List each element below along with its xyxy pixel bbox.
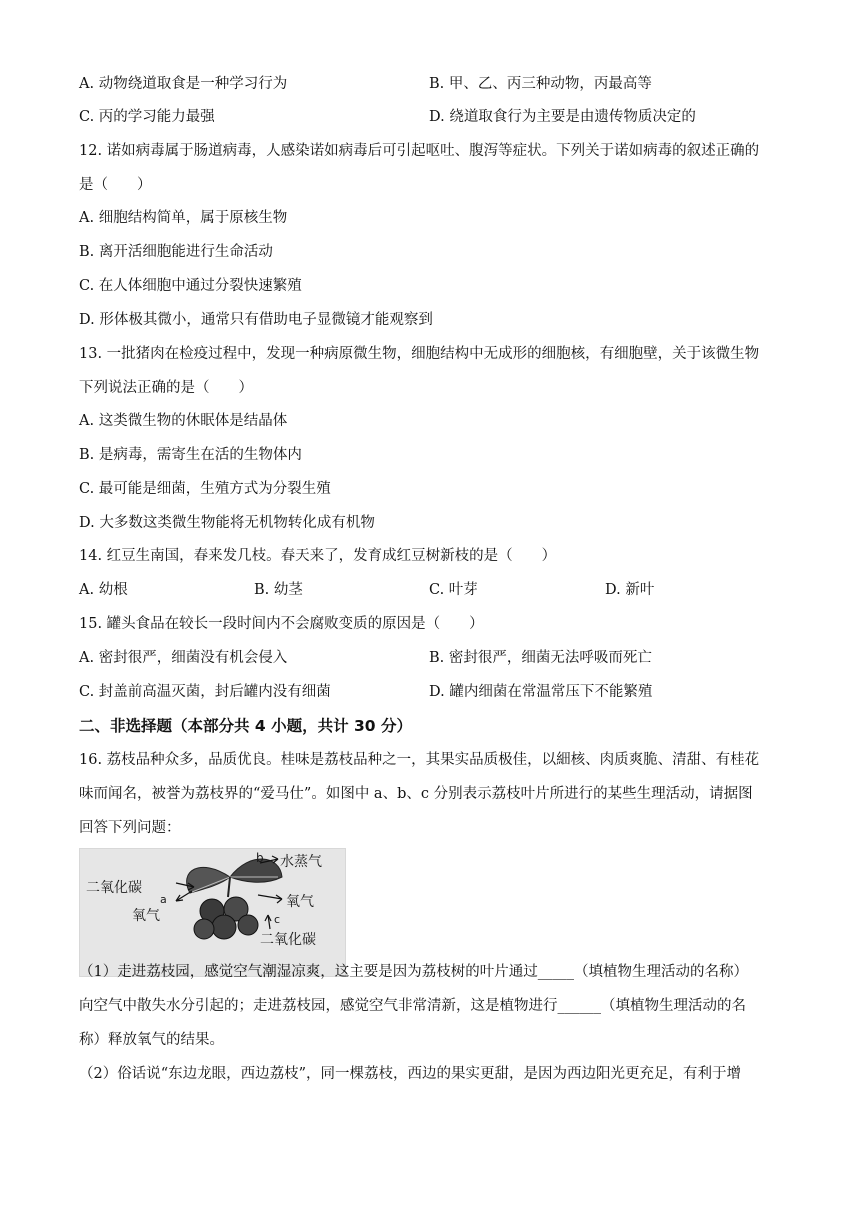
q14-option-d: D. 新叶 xyxy=(605,582,655,598)
q14-option-c: C. 叶芽 xyxy=(429,582,478,598)
q16-stem-line2: 味而闻名，被誉为荔枝界的“爱马仕”。如图中 a、b、c 分别表示荔枝叶片所进行的某些生理活动，请据图 xyxy=(79,786,753,802)
q11-option-c: C. 丙的学习能力最强 xyxy=(79,109,215,125)
q16-stem-line3: 回答下列问题： xyxy=(79,820,181,836)
q11-option-a: A. 动物绕道取食是一种学习行为 xyxy=(79,76,288,92)
label-c: c xyxy=(274,913,281,926)
q14-option-b: B. 幼茎 xyxy=(254,582,303,598)
q16-part1-line3: 称）释放氧气的结果。 xyxy=(79,1032,224,1048)
q12-stem-line1: 12. 诺如病毒属于肠道病毒，人感染诺如病毒后可引起呕吐、腹泻等症状。下列关于诺如病毒的叙述正确的 xyxy=(79,143,760,159)
q12-option-c: C. 在人体细胞中通过分裂快速繁殖 xyxy=(79,278,302,294)
lychee-leaf-diagram xyxy=(79,848,346,977)
q15-option-d: D. 罐内细菌在常温常压下不能繁殖 xyxy=(429,684,653,700)
q13-stem-line1: 13. 一批猪肉在检疫过程中，发现一种病原微生物，细胞结构中无成形的细胞核，有细胞壁，关于该微生物 xyxy=(79,346,760,362)
q15-stem: 15. 罐头食品在较长一段时间内不会腐败变质的原因是（ ） xyxy=(79,616,484,632)
q15-option-b: B. 密封很严，细菌无法呼吸而死亡 xyxy=(429,650,652,666)
label-water-vapor: 水蒸气 xyxy=(280,854,322,870)
q16-part1-line1: （1）走进荔枝园，感觉空气潮湿凉爽，这主要是因为荔枝树的叶片通过_____（填植物生理活动的名称） xyxy=(79,964,748,980)
label-o2-left: 氧气 xyxy=(132,908,160,924)
q11-option-b: B. 甲、乙、丙三种动物，丙最高等 xyxy=(429,76,652,92)
q13-option-a: A. 这类微生物的休眠体是结晶体 xyxy=(79,413,288,429)
label-co2-left: 二氧化碳 xyxy=(86,880,142,896)
q13-option-c: C. 最可能是细菌，生殖方式为分裂生殖 xyxy=(79,481,331,497)
q16-part2-line1: （2）俗话说“东边龙眼，西边荔枝”，同一棵荔枝，西边的果实更甜，是因为西边阳光更充足，有利于增 xyxy=(79,1066,742,1082)
label-o2-right: 氧气 xyxy=(286,894,314,910)
q12-option-d: D. 形体极其微小，通常只有借助电子显微镜才能观察到 xyxy=(79,312,433,328)
label-co2-right: 二氧化碳 xyxy=(260,932,316,948)
q13-stem-line2: 下列说法正确的是（ ） xyxy=(79,380,253,396)
q13-option-b: B. 是病毒，需寄生在活的生物体内 xyxy=(79,447,302,463)
q12-stem-line2: 是（ ） xyxy=(79,177,152,193)
q14-option-a: A. 幼根 xyxy=(79,582,128,598)
q14-stem: 14. 红豆生南国，春来发几枝。春天来了，发育成红豆树新枝的是（ ） xyxy=(79,548,557,564)
q12-option-b: B. 离开活细胞能进行生命活动 xyxy=(79,244,273,260)
q12-option-a: A. 细胞结构简单，属于原核生物 xyxy=(79,210,288,226)
q11-option-d: D. 绕道取食行为主要是由遗传物质决定的 xyxy=(429,109,696,125)
label-a: a xyxy=(160,893,167,906)
q16-part1-line2: 向空气中散失水分引起的；走进荔枝园，感觉空气非常清新，这是植物进行______（填植物生理活动的名 xyxy=(79,998,746,1014)
q13-option-d: D. 大多数这类微生物能将无机物转化成有机物 xyxy=(79,515,375,531)
label-b: b xyxy=(256,851,264,865)
q15-option-c: C. 封盖前高温灭菌，封后罐内没有细菌 xyxy=(79,684,331,700)
q15-option-a: A. 密封很严，细菌没有机会侵入 xyxy=(79,650,288,666)
q16-stem-line1: 16. 荔枝品种众多，品质优良。桂味是荔枝品种之一，其果实品质极佳，以細核、肉质爽脆、清甜、有桂花 xyxy=(79,752,760,768)
section-heading: 二、非选择题（本部分共 4 小题，共计 30 分） xyxy=(79,717,412,735)
